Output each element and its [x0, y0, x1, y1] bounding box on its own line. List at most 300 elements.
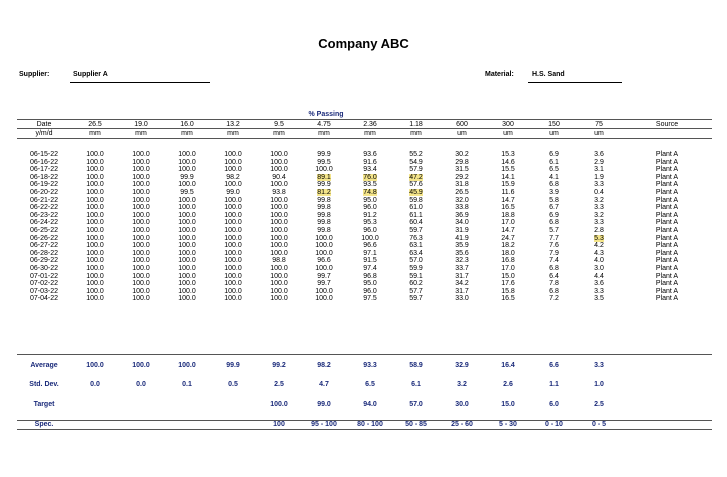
column-header: 26.5: [88, 121, 102, 128]
sieve-value-cell: 16.5: [501, 204, 515, 212]
sieve-value-cell: 95.0: [363, 196, 377, 204]
sieve-value-cell: 100.0: [270, 158, 288, 166]
sieve-value-cell: 100.0: [224, 257, 242, 265]
source-cell: Plant A: [655, 158, 679, 166]
sieve-value-cell: 100.0: [315, 265, 333, 272]
sieve-value-cell: 100.0: [178, 227, 196, 234]
source-cell: Plant A: [655, 227, 679, 234]
sieve-value-cell: 100.0: [178, 204, 196, 212]
sieve-value-cell: 100.0: [86, 181, 104, 189]
summary-value: 0.1: [182, 381, 192, 388]
sieve-value-cell: 100.0: [86, 219, 104, 227]
sieve-value-cell: 6.9: [549, 151, 559, 158]
summary-value: 0 - 5: [591, 421, 606, 428]
summary-value: 3.3: [594, 362, 604, 369]
sieve-value-cell: 100.0: [178, 295, 196, 303]
summary-value: 95 - 100: [311, 421, 337, 428]
sieve-value-cell: 100.0: [178, 234, 196, 242]
sieve-value-cell: 3.2: [594, 196, 604, 204]
sieve-value-cell: 24.7: [501, 234, 515, 242]
sieve-value-cell: 59.9: [409, 265, 423, 272]
sieve-value-cell: 16.8: [501, 257, 515, 265]
percent-passing-label: % Passing: [308, 111, 344, 118]
date-cell: 06-17-22: [29, 166, 59, 174]
sieve-value-cell: 4.4: [594, 272, 604, 280]
sieve-value-cell: 30.2: [455, 151, 469, 158]
sieve-value-cell: 61.1: [409, 211, 423, 219]
sieve-value-cell: 100.0: [315, 295, 333, 303]
sieve-value-cell: 6.8: [549, 265, 559, 272]
sieve-value-cell: 100.0: [86, 295, 104, 303]
sieve-value-cell: 31.7: [455, 287, 469, 295]
summary-value: 58.9: [409, 362, 423, 369]
sieve-value-cell: 59.7: [409, 295, 423, 303]
sieve-value-cell: 6.9: [549, 211, 559, 219]
highlighted-value: 81.2: [317, 189, 331, 196]
sieve-value-cell: 6.8: [549, 287, 559, 295]
sieve-value-cell: 100.0: [132, 295, 150, 303]
sieve-value-cell: 93.5: [363, 181, 377, 189]
date-cell: 06-15-22: [29, 151, 59, 158]
column-header: 19.0: [134, 121, 148, 128]
date-cell: 06-19-22: [29, 181, 59, 189]
source-cell: Plant A: [655, 204, 679, 212]
sieve-value-cell: 100.0: [132, 272, 150, 280]
column-header: Date: [36, 121, 52, 128]
column-unit: mm: [227, 130, 239, 137]
sieve-value-cell: 3.2: [594, 211, 604, 219]
header-bottom-rule: [17, 138, 712, 139]
sieve-value-cell: 100.0: [270, 211, 288, 219]
summary-value: 100.0: [132, 362, 150, 369]
source-cell: Plant A: [655, 287, 679, 295]
summary-label: Std. Dev.: [29, 381, 59, 388]
sieve-value-cell: 100.0: [132, 280, 150, 288]
sieve-value-cell: 34.0: [455, 219, 469, 227]
sieve-value-cell: 32.0: [455, 196, 469, 204]
sieve-value-cell: 97.4: [363, 265, 377, 272]
sieve-value-cell: 100.0: [178, 196, 196, 204]
summary-top-rule: [17, 354, 712, 355]
sieve-value-cell: 96.0: [363, 227, 377, 234]
column-header: 16.0: [180, 121, 194, 128]
sieve-value-cell: [396, 189, 436, 196]
summary-value: 4.7: [319, 381, 329, 388]
sieve-value-cell: 100.0: [178, 181, 196, 189]
sieve-value-cell: 31.7: [455, 272, 469, 280]
sieve-value-cell: 76.3: [409, 234, 423, 242]
source-cell: Plant A: [655, 181, 679, 189]
sieve-value-cell: 100.0: [270, 249, 288, 257]
sieve-value-cell: 96.0: [363, 287, 377, 295]
sieve-value-cell: 100.0: [132, 196, 150, 204]
page-title: Company ABC: [318, 36, 409, 51]
date-cell: 06-24-22: [29, 219, 59, 227]
sieve-value-cell: 100.0: [270, 151, 288, 158]
sieve-value-cell: 100.0: [315, 242, 333, 250]
sieve-value-cell: 100.0: [132, 166, 150, 174]
summary-value: 32.9: [455, 362, 469, 369]
sieve-value-cell: 98.2: [226, 173, 240, 181]
sieve-value-cell: 7.8: [549, 280, 559, 288]
summary-value: 2.6: [503, 381, 513, 388]
sieve-value-cell: 100.0: [270, 219, 288, 227]
sieve-value-cell: 5.8: [549, 196, 559, 204]
sieve-value-cell: 100.0: [132, 211, 150, 219]
sieve-value-cell: 59.7: [409, 227, 423, 234]
sieve-value-cell: 3.0: [594, 265, 604, 272]
sieve-value-cell: 0.4: [594, 189, 604, 196]
sieve-value-cell: 97.1: [363, 249, 377, 257]
summary-value: 16.4: [501, 362, 515, 369]
column-unit: mm: [181, 130, 193, 137]
date-cell: 07-01-22: [29, 272, 59, 280]
summary-value: 0 - 10: [545, 421, 563, 428]
sieve-value-cell: 100.0: [224, 166, 242, 174]
source-cell: Plant A: [655, 265, 679, 272]
sieve-value-cell: 100.0: [178, 166, 196, 174]
sieve-value-cell: 98.8: [272, 257, 286, 265]
sieve-value-cell: 100.0: [132, 204, 150, 212]
summary-value: 93.3: [363, 362, 377, 369]
sieve-value-cell: 17.0: [501, 265, 515, 272]
sieve-value-cell: 14.1: [501, 173, 515, 181]
sieve-value-cell: 7.7: [549, 234, 559, 242]
sieve-value-cell: 17.6: [501, 280, 515, 288]
sieve-value-cell: 57.7: [409, 287, 423, 295]
sieve-value-cell: 100.0: [86, 249, 104, 257]
sieve-value-cell: 15.3: [501, 151, 515, 158]
column-unit: um: [594, 130, 604, 137]
summary-value: 1.1: [549, 381, 559, 388]
sieve-value-cell: 100.0: [86, 242, 104, 250]
sieve-value-cell: 100.0: [132, 173, 150, 181]
column-header: 600: [456, 121, 468, 128]
sieve-value-cell: 99.8: [317, 227, 331, 234]
summary-value: 50 - 85: [405, 421, 427, 428]
column-header: 4.75: [317, 121, 331, 128]
column-unit: mm: [364, 130, 376, 137]
source-cell: Plant A: [655, 257, 679, 265]
date-cell: 06-29-22: [29, 257, 59, 265]
sieve-value-cell: 100.0: [178, 151, 196, 158]
sieve-value-cell: 90.4: [272, 173, 286, 181]
sieve-value-cell: 100.0: [224, 287, 242, 295]
sieve-value-cell: 99.9: [317, 181, 331, 189]
sieve-value-cell: 91.2: [363, 211, 377, 219]
sieve-value-cell: 100.0: [224, 151, 242, 158]
sieve-value-cell: 100.0: [132, 234, 150, 242]
date-cell: 06-25-22: [29, 227, 59, 234]
sieve-value-cell: 100.0: [178, 257, 196, 265]
sieve-value-cell: 32.3: [455, 257, 469, 265]
sieve-value-cell: 99.9: [317, 151, 331, 158]
sieve-value-cell: 6.8: [549, 181, 559, 189]
sieve-value-cell: 15.8: [501, 287, 515, 295]
source-cell: Plant A: [655, 295, 679, 303]
sieve-value-cell: [350, 189, 390, 196]
sieve-value-cell: 100.0: [178, 158, 196, 166]
summary-value: 0.0: [136, 381, 146, 388]
column-header: Source: [655, 121, 679, 128]
sieve-value-cell: 100.0: [315, 249, 333, 257]
source-cell: Plant A: [655, 219, 679, 227]
sieve-value-cell: 7.9: [549, 249, 559, 257]
supplier-underline: [70, 82, 210, 83]
sieve-value-cell: 100.0: [132, 242, 150, 250]
sieve-value-cell: 35.9: [455, 242, 469, 250]
highlighted-value: 76.0: [363, 173, 377, 181]
sieve-value-cell: 100.0: [86, 265, 104, 272]
header-top-rule: [17, 119, 712, 120]
sieve-value-cell: 11.6: [501, 189, 515, 196]
date-cell: 06-23-22: [29, 211, 59, 219]
summary-value: 2.5: [274, 381, 284, 388]
date-cell: 06-28-22: [29, 249, 59, 257]
sieve-value-cell: 29.8: [455, 158, 469, 166]
sieve-value-cell: 100.0: [315, 234, 333, 242]
summary-value: 57.0: [409, 401, 423, 408]
supplier-label: Supplier:: [19, 71, 50, 78]
sieve-value-cell: 100.0: [224, 227, 242, 234]
sieve-value-cell: 99.8: [317, 211, 331, 219]
column-header: 75: [595, 121, 603, 128]
sieve-value-cell: 6.8: [549, 219, 559, 227]
supplier-value: Supplier A: [73, 71, 108, 78]
sieve-value-cell: 100.0: [132, 219, 150, 227]
sieve-value-cell: 100.0: [132, 265, 150, 272]
sieve-value-cell: 18.2: [501, 242, 515, 250]
source-cell: Plant A: [655, 249, 679, 257]
sieve-value-cell: 2.8: [594, 227, 604, 234]
summary-value: 6.5: [365, 381, 375, 388]
column-unit: y/m/d: [35, 130, 53, 137]
sieve-value-cell: 100.0: [224, 280, 242, 288]
column-header: 9.5: [274, 121, 284, 128]
sieve-value-cell: 3.6: [594, 280, 604, 288]
column-unit: mm: [410, 130, 422, 137]
sieve-value-cell: 4.1: [549, 173, 559, 181]
summary-value: 2.5: [594, 401, 604, 408]
date-cell: 06-18-22: [29, 173, 59, 181]
sieve-value-cell: 100.0: [86, 287, 104, 295]
sieve-value-cell: 100.0: [224, 196, 242, 204]
sieve-value-cell: 3.3: [594, 219, 604, 227]
column-unit: mm: [135, 130, 147, 137]
column-unit: mm: [89, 130, 101, 137]
sieve-value-cell: 100.0: [178, 287, 196, 295]
sieve-value-cell: 33.7: [455, 265, 469, 272]
sieve-value-cell: 18.8: [501, 211, 515, 219]
source-cell: Plant A: [655, 173, 679, 181]
date-cell: 07-02-22: [29, 280, 59, 288]
date-cell: 07-04-22: [29, 295, 59, 303]
date-cell: 06-30-22: [29, 265, 59, 272]
summary-value: 99.2: [272, 362, 286, 369]
material-label: Material:: [485, 71, 514, 78]
sieve-value-cell: 16.5: [501, 295, 515, 303]
sieve-value-cell: 96.6: [363, 242, 377, 250]
highlighted-value: 74.8: [363, 189, 377, 196]
sieve-value-cell: 100.0: [178, 211, 196, 219]
summary-value: 99.9: [226, 362, 240, 369]
summary-value: 100.0: [86, 362, 104, 369]
sieve-value-cell: 57.9: [409, 166, 423, 174]
highlighted-value: 89.1: [317, 173, 331, 181]
sieve-value-cell: 1.9: [594, 173, 604, 181]
summary-value: 100: [273, 421, 285, 428]
sieve-value-cell: 100.0: [86, 189, 104, 196]
sieve-value-cell: 36.9: [455, 211, 469, 219]
sieve-value-cell: 100.0: [178, 272, 196, 280]
sieve-value-cell: 54.9: [409, 158, 423, 166]
sieve-value-cell: 96.8: [363, 272, 377, 280]
source-cell: Plant A: [655, 189, 679, 196]
sieve-value-cell: 100.0: [86, 158, 104, 166]
sieve-value-cell: [304, 174, 344, 181]
sieve-value-cell: 59.8: [409, 196, 423, 204]
date-cell: 06-21-22: [29, 196, 59, 204]
source-cell: Plant A: [655, 242, 679, 250]
highlighted-value: 47.2: [409, 173, 423, 181]
sieve-value-cell: 100.0: [270, 181, 288, 189]
summary-value: 3.2: [457, 381, 467, 388]
sieve-value-cell: [304, 189, 344, 196]
sieve-value-cell: 100.0: [270, 166, 288, 174]
sieve-value-cell: 100.0: [224, 272, 242, 280]
sieve-value-cell: 100.0: [178, 280, 196, 288]
sieve-value-cell: 3.3: [594, 181, 604, 189]
sieve-value-cell: 95.3: [363, 219, 377, 227]
sieve-value-cell: 7.2: [549, 295, 559, 303]
sieve-value-cell: 2.9: [594, 158, 604, 166]
sieve-value-cell: 100.0: [315, 166, 333, 174]
sieve-value-cell: 100.0: [132, 249, 150, 257]
sieve-value-cell: 100.0: [132, 158, 150, 166]
sieve-value-cell: 31.8: [455, 181, 469, 189]
summary-value: 25 - 60: [451, 421, 473, 428]
sieve-value-cell: 33.8: [455, 204, 469, 212]
date-cell: 06-20-22: [29, 189, 59, 196]
sieve-value-cell: 99.0: [226, 189, 240, 196]
sieve-value-cell: 100.0: [270, 265, 288, 272]
sieve-value-cell: 61.0: [409, 204, 423, 212]
column-header: 2.36: [363, 121, 377, 128]
sieve-value-cell: 100.0: [224, 211, 242, 219]
sieve-value-cell: 15.9: [501, 181, 515, 189]
sieve-value-cell: 100.0: [224, 234, 242, 242]
sieve-value-cell: 100.0: [86, 173, 104, 181]
source-cell: Plant A: [655, 166, 679, 174]
sieve-value-cell: 4.3: [594, 249, 604, 257]
sieve-value-cell: [579, 235, 619, 242]
sieve-value-cell: 99.7: [317, 272, 331, 280]
sieve-value-cell: 35.6: [455, 249, 469, 257]
summary-value: 99.0: [317, 401, 331, 408]
sieve-value-cell: 99.5: [317, 158, 331, 166]
sieve-value-cell: 91.5: [363, 257, 377, 265]
sieve-value-cell: 57.0: [409, 257, 423, 265]
summary-value: 6.1: [411, 381, 421, 388]
sieve-value-cell: 100.0: [86, 204, 104, 212]
source-cell: Plant A: [655, 196, 679, 204]
sieve-value-cell: 63.1: [409, 242, 423, 250]
sieve-value-cell: 7.4: [549, 257, 559, 265]
highlighted-value: 45.9: [409, 189, 423, 196]
sieve-value-cell: [396, 174, 436, 181]
sieve-value-cell: 15.5: [501, 166, 515, 174]
date-cell: 07-03-22: [29, 287, 59, 295]
column-unit: mm: [318, 130, 330, 137]
sieve-value-cell: 55.2: [409, 151, 423, 158]
sieve-value-cell: 60.2: [409, 280, 423, 288]
column-unit: um: [457, 130, 467, 137]
summary-value: 100.0: [178, 362, 196, 369]
sieve-value-cell: 93.6: [363, 151, 377, 158]
sieve-value-cell: 3.1: [594, 166, 604, 174]
sieve-value-cell: 4.0: [594, 257, 604, 265]
sieve-value-cell: 100.0: [132, 189, 150, 196]
sieve-value-cell: 3.3: [594, 204, 604, 212]
sieve-value-cell: 60.4: [409, 219, 423, 227]
sieve-value-cell: 100.0: [224, 265, 242, 272]
sieve-value-cell: 99.7: [317, 280, 331, 288]
sieve-value-cell: 100.0: [86, 280, 104, 288]
summary-value: 80 - 100: [357, 421, 383, 428]
sieve-value-cell: 96.6: [317, 257, 331, 265]
sieve-value-cell: 57.6: [409, 181, 423, 189]
summary-value: 6.6: [549, 362, 559, 369]
summary-label: Target: [33, 401, 55, 408]
sieve-value-cell: 99.5: [180, 189, 194, 196]
sieve-value-cell: 7.6: [549, 242, 559, 250]
summary-value: 5 - 30: [499, 421, 517, 428]
sieve-value-cell: 100.0: [224, 249, 242, 257]
summary-value: 15.0: [501, 401, 515, 408]
sieve-value-cell: 100.0: [224, 219, 242, 227]
sieve-value-cell: 100.0: [270, 280, 288, 288]
sieve-value-cell: 95.0: [363, 280, 377, 288]
sieve-value-cell: 14.7: [501, 196, 515, 204]
sieve-value-cell: 100.0: [270, 204, 288, 212]
column-header: 13.2: [226, 121, 240, 128]
sieve-value-cell: 100.0: [224, 181, 242, 189]
sieve-value-cell: 31.9: [455, 227, 469, 234]
source-cell: Plant A: [655, 151, 679, 158]
date-cell: 06-26-22: [29, 234, 59, 242]
material-underline: [528, 82, 622, 83]
sieve-value-cell: 100.0: [270, 227, 288, 234]
sieve-value-cell: 99.8: [317, 196, 331, 204]
summary-value: 98.2: [317, 362, 331, 369]
source-cell: Plant A: [655, 272, 679, 280]
summary-value: 100.0: [270, 401, 288, 408]
date-cell: 06-22-22: [29, 204, 59, 212]
sieve-value-cell: 29.2: [455, 173, 469, 181]
spec-bottom-rule: [17, 429, 712, 430]
sieve-value-cell: 100.0: [86, 227, 104, 234]
sieve-value-cell: 100.0: [132, 287, 150, 295]
sieve-value-cell: 34.2: [455, 280, 469, 288]
summary-value: 1.0: [594, 381, 604, 388]
sieve-value-cell: 100.0: [224, 242, 242, 250]
source-cell: Plant A: [655, 280, 679, 288]
sieve-value-cell: 100.0: [178, 249, 196, 257]
sieve-value-cell: 3.5: [594, 295, 604, 303]
sieve-value-cell: 100.0: [86, 196, 104, 204]
sieve-value-cell: 17.0: [501, 219, 515, 227]
sieve-value-cell: 100.0: [178, 242, 196, 250]
